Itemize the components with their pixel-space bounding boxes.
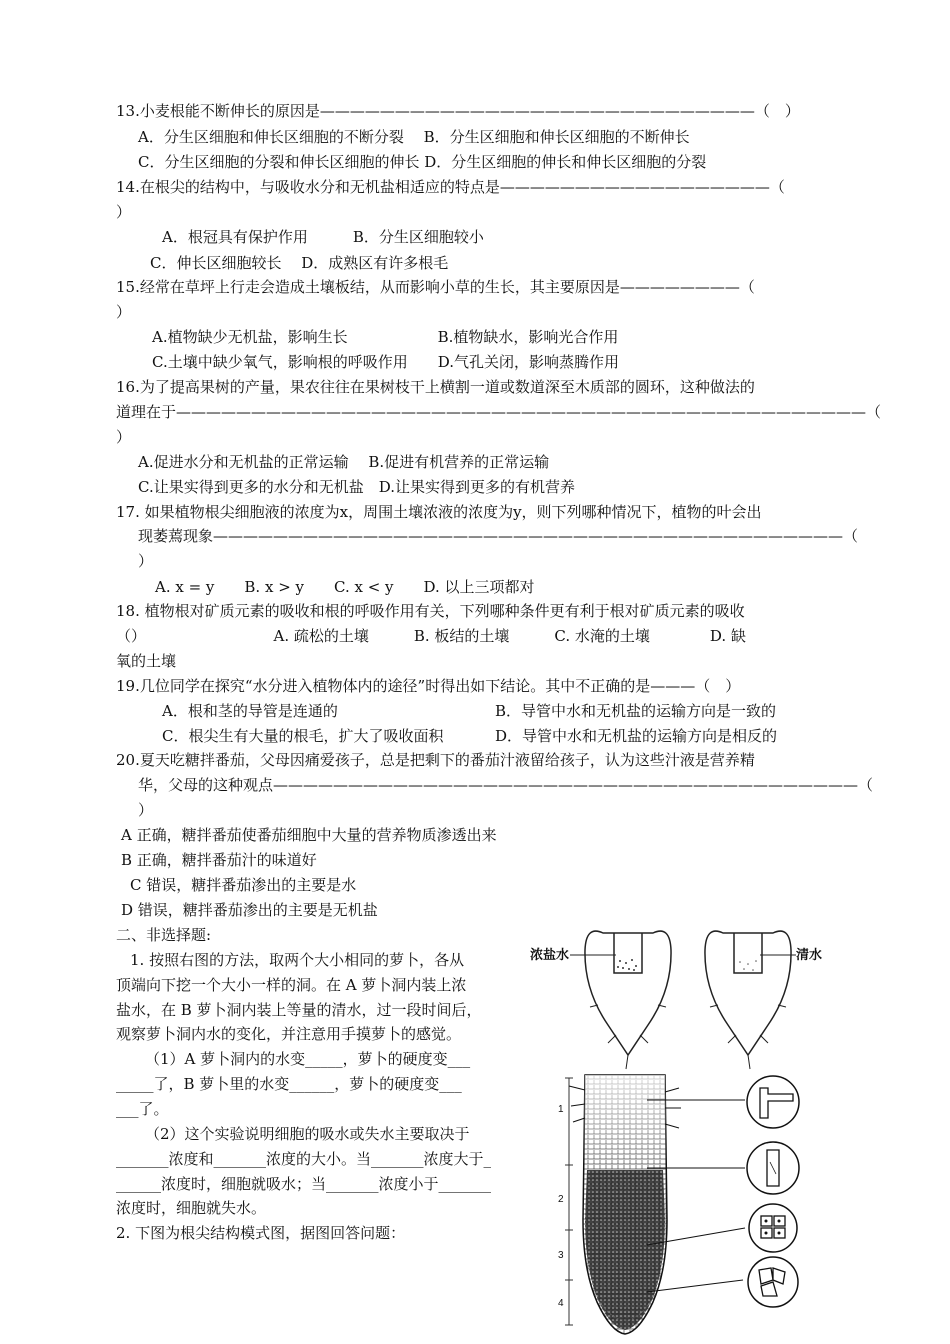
root-hair-cell-callout xyxy=(747,1076,799,1128)
zone-label-4: 4 xyxy=(558,1298,564,1309)
root-tip-figure xyxy=(555,1070,830,1338)
q18-options: （） A. 疏松的土壤 B. 板结的土壤 C. 水淹的土壤 D. 缺 xyxy=(116,627,746,645)
q20-option-d: D 错误，糖拌番茄渗出的主要是无机盐 xyxy=(121,901,378,919)
q14-stem: 14.在根尖的结构中，与吸收水分和无机盐相适应的特点是——————————————————（ xyxy=(116,178,785,196)
q17-stem-line1: 17. 如果植物根尖细胞液的浓度为x，周围土壤浓液的浓度为y，则下列哪种情况下，植物的叶会出 xyxy=(116,503,762,521)
p1-line8: （2）这个实验说明细胞的吸水或失水主要取决于 xyxy=(145,1125,470,1143)
p1-line1: 1. 按照右图的方法，取两个大小相同的萝卜，各从 xyxy=(130,951,465,969)
q15-options-cd: C.土壤中缺少氧气，影响根的呼吸作用 D.气孔关闭，影响蒸腾作用 xyxy=(152,353,619,371)
p1-line5: （1）A 萝卜洞内的水变_____，萝卜的硬度变___ xyxy=(145,1050,471,1068)
salt-water-dots xyxy=(617,959,637,971)
radish-a xyxy=(585,931,671,1069)
q14-options-ab: A．根冠具有保护作用 B．分生区细胞较小 xyxy=(162,228,484,246)
p1-line3: 盐水，在 B 萝卜洞内装上等量的清水，过一段时间后， xyxy=(116,1001,482,1019)
q14-options-cd: C．伸长区细胞较长 D．成熟区有许多根毛 xyxy=(150,254,449,272)
q20-option-b: B 正确，糖拌番茄汁的味道好 xyxy=(121,851,317,869)
q19-option-d: D．导管中水和无机盐的运输方向是相反的 xyxy=(495,727,778,745)
radish-experiment-figure xyxy=(528,925,828,1070)
q16-close: ） xyxy=(116,428,132,446)
q20-option-a: A 正确，糖拌番茄使番茄细胞中大量的营养物质渗透出来 xyxy=(121,826,497,844)
q18-stem: 18. 植物根对矿质元素的吸收和根的呼吸作用有关，下列哪种条件更有利于根对矿质元素的吸收 xyxy=(116,602,745,620)
q20-stem-line1: 20.夏天吃糖拌番茄，父母因痛爱孩子，总是把剩下的番茄汁液留给孩子，认为这些汁液是营养精 xyxy=(116,751,755,769)
p1-line7: ___了。 xyxy=(116,1100,169,1118)
q14-close: ） xyxy=(116,203,132,221)
q16-options-cd: C.让果实得到更多的水分和无机盐 D.让果实得到更多的有机营养 xyxy=(138,478,575,496)
section-title: 二、非选择题: xyxy=(116,926,212,944)
zone-label-1: 1 xyxy=(558,1104,564,1115)
q19-option-b: B．导管中水和无机盐的运输方向是一致的 xyxy=(495,702,777,720)
q19-stem: 19.几位同学在探究“水分进入植物体内的途径”时得出如下结论。其中不正确的是———（ ） xyxy=(116,677,741,695)
p1-line2: 顶端向下挖一个大小一样的洞。在 A 萝卜洞内装上浓 xyxy=(116,976,467,994)
q15-stem: 15.经常在草坪上行走会造成土壤板结，从而影响小草的生长，其主要原因是————————（ xyxy=(116,278,755,296)
q18-tail: 氧的土壤 xyxy=(116,652,177,670)
zone-label-2: 2 xyxy=(558,1194,564,1205)
p1-line10: ______浓度时，细胞就吸水；当_______浓度小于_______ xyxy=(116,1175,492,1193)
q17-close: ） xyxy=(138,552,154,570)
q15-close: ） xyxy=(116,303,132,321)
zone-label-3: 3 xyxy=(558,1250,564,1261)
zone-marker-lines xyxy=(565,1078,573,1325)
q15-options-ab: A.植物缺少无机盐，影响生长 B.植物缺水，影响光合作用 xyxy=(152,328,619,346)
radish-b xyxy=(705,931,791,1069)
fresh-water-dots xyxy=(739,960,757,971)
q16-stem-line1: 16.为了提高果树的产量，果农往往在果树枝干上横割一道或数道深至木质部的圆环，这种做法的 xyxy=(116,378,755,396)
p1-line9: _______浓度和_______浓度的大小。当_______浓度大于_ xyxy=(116,1150,492,1168)
meristem-cell-callout xyxy=(749,1204,797,1252)
p1-line6: _____了，B 萝卜里的水变______，萝卜的硬度变___ xyxy=(116,1075,462,1093)
p1-line11: 浓度时，细胞就失水。 xyxy=(116,1199,267,1217)
root-body xyxy=(583,1075,667,1334)
label-salt-water: 浓盐水 xyxy=(530,947,570,962)
q16-stem-line2: 道理在于——————————————————————————————————————————————（ xyxy=(116,403,882,421)
q19-option-a: A．根和茎的导管是连通的 xyxy=(162,702,338,720)
label-fresh-water: 清水 xyxy=(796,947,823,962)
q16-options-ab: A.促进水分和无机盐的正常运输 B.促进有机营养的正常运输 xyxy=(138,453,550,471)
q13-options-ab: A．分生区细胞和伸长区细胞的不断分裂 B．分生区细胞和伸长区细胞的不断伸长 xyxy=(138,128,690,146)
q13-options-cd: C．分生区细胞的分裂和伸长区细胞的伸长 D．分生区细胞的伸长和伸长区细胞的分裂 xyxy=(138,153,707,171)
q17-options: A. x = y B. x > y C. x < y D. 以上三项都对 xyxy=(155,578,535,596)
q17-stem-line2: 现萎蔫现象——————————————————————————————————————————（ xyxy=(138,527,859,545)
q20-close: ） xyxy=(138,801,154,819)
q20-option-c: C 错误，糖拌番茄渗出的主要是水 xyxy=(130,876,357,894)
p2-stem: 2. 下图为根尖结构模式图，据图回答问题： xyxy=(116,1224,406,1242)
q13-stem: 13.小麦根能不断伸长的原因是—————————————————————————————（ ） xyxy=(116,102,800,120)
q20-stem-line2: 华，父母的这种观点———————————————————————————————————————（ xyxy=(138,776,874,794)
q19-option-c: C．根尖生有大量的根毛，扩大了吸收面积 xyxy=(162,727,444,745)
p1-line4: 观察萝卜洞内水的变化，并注意用手摸萝卜的感觉。 xyxy=(116,1025,462,1043)
